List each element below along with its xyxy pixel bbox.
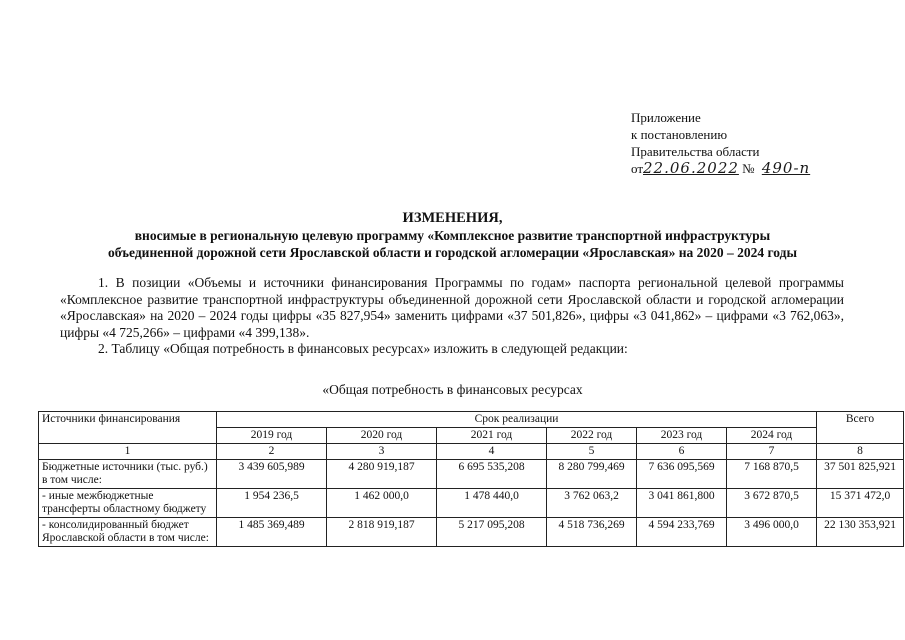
column-number: 4 xyxy=(437,444,547,460)
column-number: 7 xyxy=(727,444,817,460)
column-number: 8 xyxy=(817,444,904,460)
title-line-3: объединенной дорожной сети Ярославской области и городской агломерации «Ярославская» на 2020 – 2024 годы xyxy=(107,245,797,260)
paragraph-1: 1. В позиции «Объемы и источники финансирования Программы по годам» паспорта региональной целевой программы «Комплексное развитие транспортной инфраструктуры объединенной дорожной сети Ярославской области и городской агломерации «Ярославская» на 2020 – 2024 годы цифры «35 827,954» заменить цифрами «37 501,826», цифры «3 041,862» – цифрами «3 762,063», цифры «4 725,266» – цифрами «4 399,138». xyxy=(60,275,844,340)
table-row xyxy=(39,489,904,518)
title-heading: ИЗМЕНЕНИЯ, xyxy=(402,210,503,226)
row-label: - иные межбюджетные трансферты областному бюджету xyxy=(39,489,217,518)
table-cell: 8 280 799,469 xyxy=(547,460,637,489)
column-number: 3 xyxy=(327,444,437,460)
approval-date-number-line xyxy=(631,160,810,177)
approval-block xyxy=(631,109,810,177)
paragraph-2: 2. Таблицу «Общая потребность в финансовых ресурсах» изложить в следующей редакции: xyxy=(98,341,628,356)
table-header-row xyxy=(39,412,904,428)
approval-line-3: Правительства области xyxy=(631,144,760,159)
table-cell: 3 041 861,800 xyxy=(637,489,727,518)
financing-table xyxy=(38,411,904,547)
table-cell: 7 636 095,569 xyxy=(637,460,727,489)
table-cell: 1 954 236,5 xyxy=(217,489,327,518)
header-total: Всего xyxy=(817,412,904,444)
document-title xyxy=(0,210,905,261)
table-cell-total: 37 501 825,921 xyxy=(817,460,904,489)
column-number: 1 xyxy=(39,444,217,460)
approval-line-2: к постановлению xyxy=(631,127,728,142)
header-year: 2020 год xyxy=(327,428,437,444)
table-cell: 3 439 605,989 xyxy=(217,460,327,489)
table-cell: 1 485 369,489 xyxy=(217,518,327,547)
header-source: Источники финансирования xyxy=(39,412,217,444)
number-sign: № xyxy=(742,161,755,176)
table-cell: 7 168 870,5 xyxy=(727,460,817,489)
table-cell: 6 695 535,208 xyxy=(437,460,547,489)
header-year: 2024 год xyxy=(727,428,817,444)
approval-line-1: Приложение xyxy=(631,110,701,125)
table-cell: 5 217 095,208 xyxy=(437,518,547,547)
table-cell: 2 818 919,187 xyxy=(327,518,437,547)
table-cell-total: 22 130 353,921 xyxy=(817,518,904,547)
column-number: 6 xyxy=(637,444,727,460)
date-prefix: от xyxy=(631,161,644,176)
title-line-2: вносимые в региональную целевую программу «Комплексное развитие транспортной инфраструктуры xyxy=(134,228,771,243)
table-cell: 3 762 063,2 xyxy=(547,489,637,518)
handwritten-date: 22.06.2022 xyxy=(643,159,739,177)
table-cell: 4 594 233,769 xyxy=(637,518,727,547)
table-cell: 3 496 000,0 xyxy=(727,518,817,547)
table-cell: 1 478 440,0 xyxy=(437,489,547,518)
document-body xyxy=(60,275,844,358)
table-caption: «Общая потребность в финансовых ресурсах xyxy=(322,382,583,397)
row-label: - консолидированный бюджет Ярославской области в том числе: xyxy=(39,518,217,547)
handwritten-number: 490-п xyxy=(761,159,811,177)
header-year: 2021 год xyxy=(437,428,547,444)
table-cell: 4 518 736,269 xyxy=(547,518,637,547)
table-cell-total: 15 371 472,0 xyxy=(817,489,904,518)
table-cell: 4 280 919,187 xyxy=(327,460,437,489)
header-year: 2019 год xyxy=(217,428,327,444)
header-period: Срок реализации xyxy=(217,412,817,428)
table-column-numbers-row xyxy=(39,444,904,460)
table-row xyxy=(39,518,904,547)
table-row xyxy=(39,460,904,489)
column-number: 5 xyxy=(547,444,637,460)
header-year: 2022 год xyxy=(547,428,637,444)
row-label: Бюджетные источники (тыс. руб.) в том числе: xyxy=(39,460,217,489)
table-cell: 3 672 870,5 xyxy=(727,489,817,518)
table-cell: 1 462 000,0 xyxy=(327,489,437,518)
column-number: 2 xyxy=(217,444,327,460)
header-year: 2023 год xyxy=(637,428,727,444)
